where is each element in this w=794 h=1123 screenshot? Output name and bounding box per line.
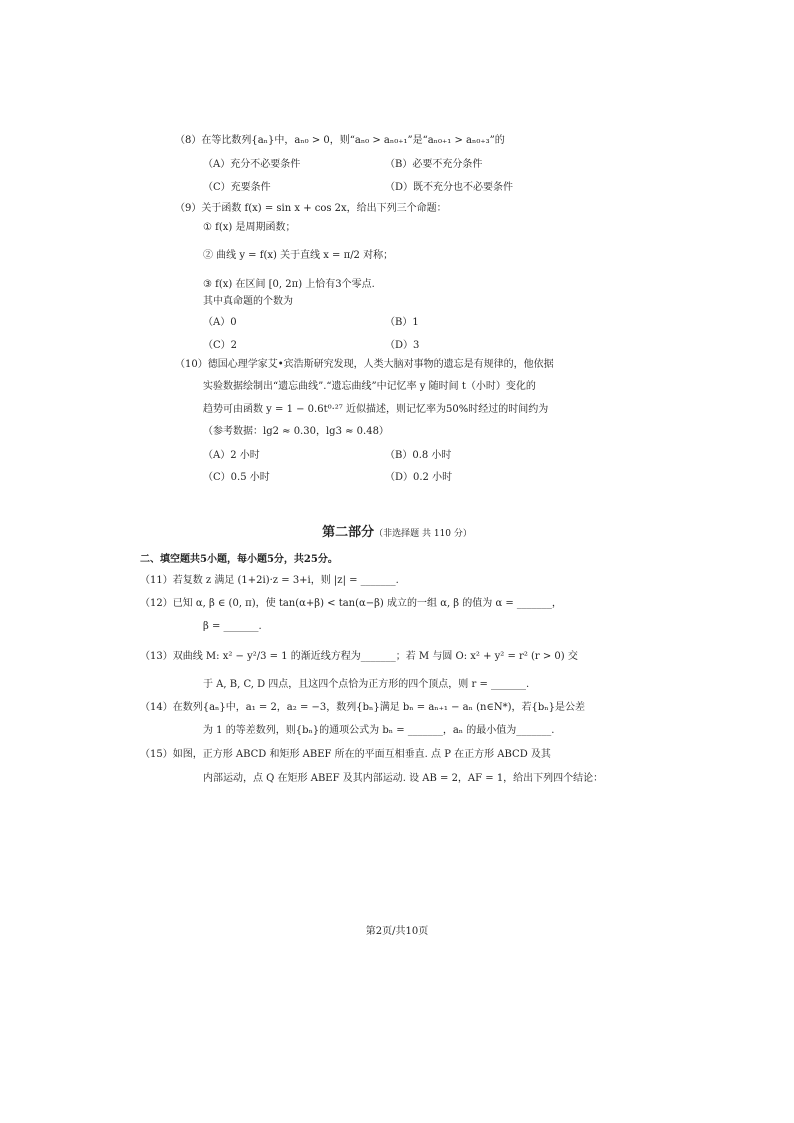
q9-ask: 其中真命题的个数为 xyxy=(203,296,293,307)
q10-line-3: 趋势可由函数 y = 1 − 0.6t⁰·²⁷ 近似描述，则记忆率为50%时经过的时间约为 xyxy=(203,404,549,415)
fill-in-section-heading: 二、填空题共5小题，每小题5分，共25分。 xyxy=(140,554,338,565)
q10-line-2: 实验数据绘制出“遗忘曲线”.“遗忘曲线”中记忆率 y 随时间 t（小时）变化的 xyxy=(203,381,536,392)
q9-proposition-3: ③ f(x) 在区间 [0, 2π) 上恰有3个零点. xyxy=(203,279,375,290)
q10-line-4: （参考数据：lg2 ≈ 0.30，lg3 ≈ 0.48） xyxy=(203,426,389,437)
q8-option-a: （A）充分不必要条件 xyxy=(203,159,301,170)
q15-line-2: 内部运动，点 Q 在矩形 ABEF 及其内部运动. 设 AB = 2，AF = 1，给出下列四个结论： xyxy=(203,773,604,784)
q9-option-b: （B）1 xyxy=(385,317,419,328)
q15-line-1: （15）如图，正方形 ABCD 和矩形 ABEF 所在的平面互相垂直. 点 P 在正方形 ABCD 及其 xyxy=(140,749,551,760)
q9-stem: （9）关于函数 f(x) = sin x + cos 2x，给出下列三个命题： xyxy=(175,203,447,214)
q10-option-d: （D）0.2 小时 xyxy=(385,472,453,483)
q10-option-a: （A）2 小时 xyxy=(203,450,260,461)
q9-proposition-1: ① f(x) 是周期函数； xyxy=(203,222,296,233)
q10-line-1: （10）德国心理学家艾•宾浩斯研究发现，人类大脑对事物的遗忘是有规律的，他依据 xyxy=(175,359,554,370)
part-two-heading: 第二部分 xyxy=(322,525,375,540)
part-two-title xyxy=(0,524,794,543)
q8-stem: （8）在等比数列{aₙ}中，aₙ₀ > 0，则“aₙ₀ > aₙ₀₊₁”是“aₙ₀₊₁ > aₙ₀₊₃”的 xyxy=(175,135,505,146)
q8-option-d: （D）既不充分也不必要条件 xyxy=(385,182,514,193)
q14-line-1: （14）在数列{aₙ}中，a₁ = 2，a₂ = −3，数列{bₙ}满足 bₙ = aₙ₊₁ − aₙ (n∈N*)，若{bₙ}是公差 xyxy=(140,702,585,713)
q8-option-b: （B）必要不充分条件 xyxy=(385,159,483,170)
q10-option-b: （B）0.8 小时 xyxy=(385,450,452,461)
q13-line-1: （13）双曲线 M: x² − y²/3 = 1 的渐近线方程为_______；若 M 与圆 O: x² + y² = r² (r > 0) 交 xyxy=(140,651,578,662)
q12-line-2: β = _______. xyxy=(203,621,262,632)
q13-line-2: 于 A, B, C, D 四点，且这四个点恰为正方形的四个顶点，则 r = _______. xyxy=(203,679,530,690)
q9-option-c: （C）2 xyxy=(203,340,238,351)
q9-option-a: （A）0 xyxy=(203,317,237,328)
part-two-subtitle: （非选择题 共 110 分） xyxy=(374,529,472,539)
q14-line-2: 为 1 的等差数列，则{bₙ}的通项公式为 bₙ = _______，aₙ 的最小值为_______. xyxy=(203,725,555,736)
q9-option-d: （D）3 xyxy=(385,340,420,351)
q9-proposition-2: ② 曲线 y = f(x) 关于直线 x = π/2 对称； xyxy=(203,250,394,261)
q8-option-c: （C）充要条件 xyxy=(203,182,271,193)
page-footer: 第2页/共10页 xyxy=(365,926,429,937)
q10-option-c: （C）0.5 小时 xyxy=(203,472,270,483)
q11-text: （11）若复数 z 满足 (1+2i)·z = 3+i，则 |z| = _______. xyxy=(140,575,399,586)
q12-line-1: （12）已知 α, β ∈ (0, π)，使 tan(α+β) < tan(α−β) 成立的一组 α, β 的值为 α = _______， xyxy=(140,598,562,609)
